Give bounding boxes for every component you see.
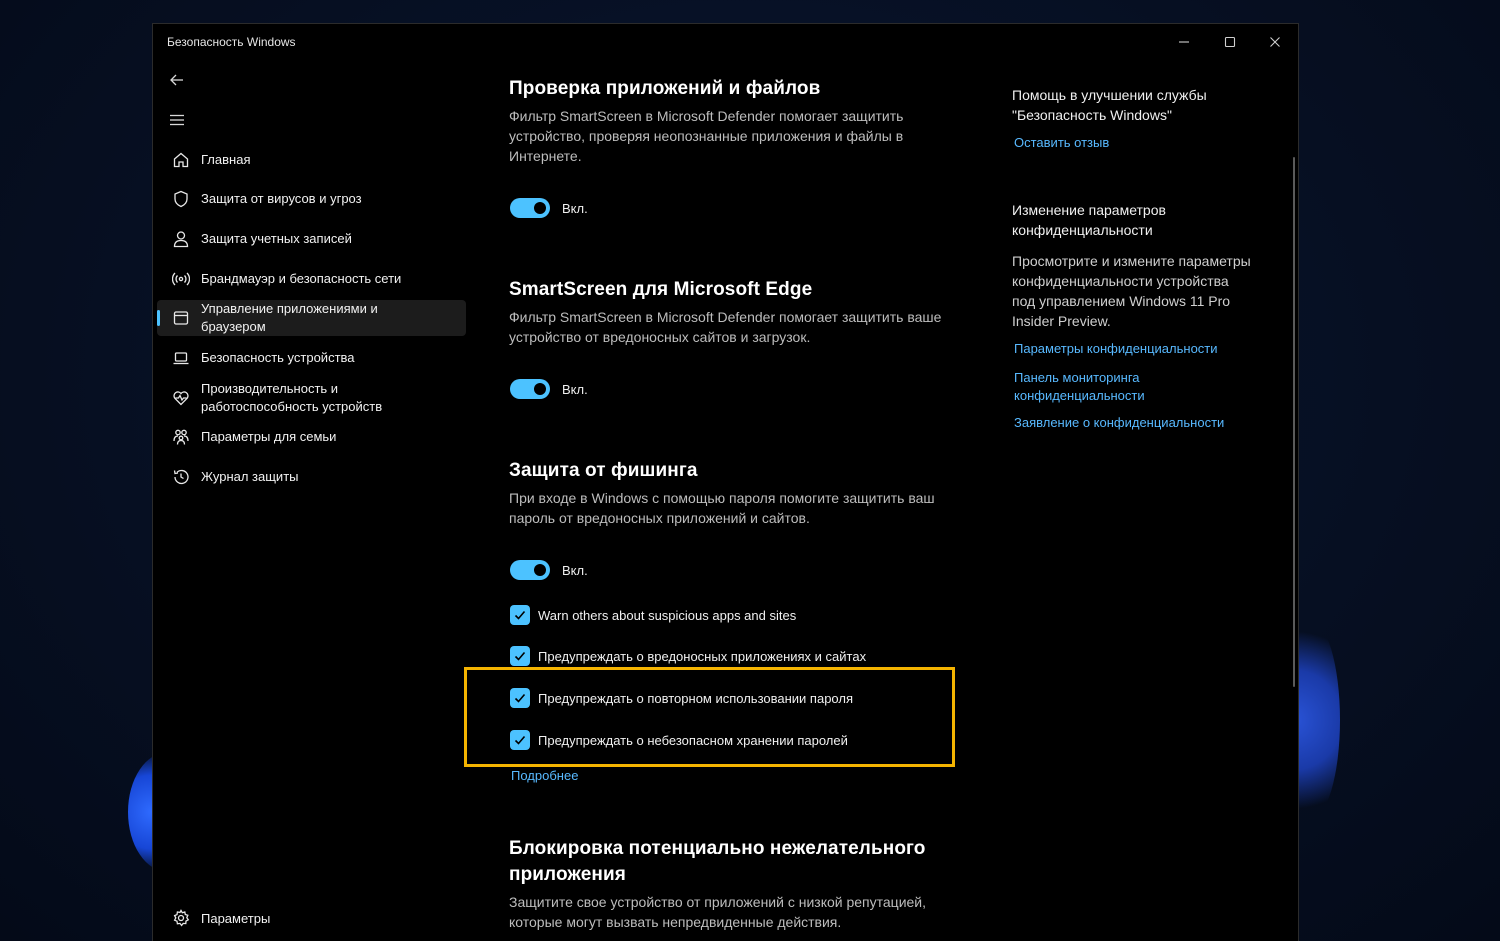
sidebar-item-protection-history[interactable] xyxy=(157,465,466,489)
sidebar-item-label: Брандмауэр и безопасность сети xyxy=(201,271,402,286)
sidebar-item-home[interactable] xyxy=(157,148,466,172)
hamburger-menu-button[interactable] xyxy=(163,106,191,134)
section-title: Защита от фишинга xyxy=(509,460,698,481)
toggle-knob xyxy=(534,202,546,214)
sidebar-item-label: Управление приложениями и браузером xyxy=(201,301,378,334)
sidebar-item-label: Производительность и работоспособность устройств xyxy=(201,381,383,414)
sidebar-item-app-browser-control[interactable] xyxy=(157,300,466,336)
checkbox-label: Предупреждать о повторном использовании пароля xyxy=(538,690,854,706)
checkbox[interactable] xyxy=(510,646,530,666)
sidebar-item-device-security[interactable] xyxy=(157,346,466,370)
hamburger-icon xyxy=(169,112,185,128)
sidebar-item-label: Параметры для семьи xyxy=(201,429,337,444)
section-smartscreen-edge xyxy=(509,277,979,347)
privacy-dashboard-link[interactable]: Панель мониторинга конфиденциальности xyxy=(1014,370,1145,403)
toggle-label: Вкл. xyxy=(562,562,588,578)
toggle-label: Вкл. xyxy=(562,200,588,216)
checkmark-icon xyxy=(514,650,526,662)
wireless-icon xyxy=(161,270,201,288)
toggle-label: Вкл. xyxy=(562,381,588,397)
edge-toggle[interactable] xyxy=(510,379,550,399)
checkbox-label: Предупреждать о небезопасном хранении паролей xyxy=(538,732,848,748)
minimize-button[interactable] xyxy=(1161,28,1207,56)
heart-pulse-icon xyxy=(161,389,201,407)
edge-toggle-row xyxy=(510,379,588,399)
back-button[interactable] xyxy=(163,66,191,94)
close-button[interactable] xyxy=(1252,28,1298,56)
privacy-settings-link[interactable]: Параметры конфиденциальности xyxy=(1014,341,1218,356)
sidebar-item-device-performance[interactable] xyxy=(157,379,466,417)
section-app-check xyxy=(509,76,979,166)
window-title: Безопасность Windows xyxy=(167,35,296,49)
home-icon xyxy=(161,151,201,169)
checkbox[interactable] xyxy=(510,605,530,625)
section-description: Фильтр SmartScreen в Microsoft Defender помогает защитить ваше устройство от вредоносных сайтов и загрузок. xyxy=(509,309,942,345)
person-icon xyxy=(161,230,201,248)
shield-icon xyxy=(161,190,201,208)
highlight-frame xyxy=(464,667,955,767)
checkbox-label: Warn others about suspicious apps and sites xyxy=(538,607,797,623)
feedback-panel xyxy=(1012,85,1252,152)
sidebar-item-label: Защита учетных записей xyxy=(201,231,352,246)
history-icon xyxy=(161,468,201,486)
checkbox-warn-others[interactable] xyxy=(510,605,796,625)
privacy-panel xyxy=(1012,200,1252,432)
toggle-knob xyxy=(534,564,546,576)
section-description: Фильтр SmartScreen в Microsoft Defender помогает защитить устройство, проверяя неопознанные приложения и файлы в Интернете. xyxy=(509,108,904,164)
family-icon xyxy=(161,428,201,446)
checkmark-icon xyxy=(514,609,526,621)
section-title: Блокировка потенциально нежелательного приложения xyxy=(509,838,926,885)
section-description: Защитите свое устройство от приложений с низкой репутацией, которые могут вызвать непредвиденные действия. xyxy=(509,894,927,930)
sidebar-item-label: Защита от вирусов и угроз xyxy=(201,191,362,206)
sidebar-item-firewall[interactable] xyxy=(157,267,466,291)
section-phishing-protection xyxy=(509,458,979,528)
title-bar xyxy=(153,24,1298,60)
maximize-icon xyxy=(1224,36,1236,48)
app-window xyxy=(152,23,1299,941)
back-arrow-icon xyxy=(169,72,185,88)
feedback-link[interactable]: Оставить отзыв xyxy=(1014,135,1110,150)
sidebar-item-label: Безопасность устройства xyxy=(201,350,355,365)
sidebar-item-label: Параметры xyxy=(201,910,271,926)
privacy-text: Просмотрите и измените параметры конфиденциальности устройства под управлением Windows 11 Pro Insider Preview. xyxy=(1012,253,1251,329)
phishing-toggle[interactable] xyxy=(510,560,550,580)
scrollbar[interactable] xyxy=(1293,157,1295,687)
checkbox-warn-malicious[interactable] xyxy=(510,646,866,666)
privacy-title: Изменение параметров конфиденциальности xyxy=(1012,202,1166,238)
app-check-toggle-row xyxy=(510,198,588,218)
app-browser-icon xyxy=(161,309,201,327)
checkbox-label: Предупреждать о вредоносных приложениях и сайтах xyxy=(538,648,867,664)
section-title: Проверка приложений и файлов xyxy=(509,78,821,99)
app-check-toggle[interactable] xyxy=(510,198,550,218)
close-icon xyxy=(1269,36,1281,48)
sidebar-item-label: Главная xyxy=(201,152,251,167)
section-title: SmartScreen для Microsoft Edge xyxy=(509,279,813,300)
section-pua-blocking xyxy=(509,836,949,932)
sidebar-item-settings[interactable] xyxy=(157,909,466,927)
minimize-icon xyxy=(1178,36,1190,48)
sidebar-item-account-protection[interactable] xyxy=(157,227,466,251)
section-description: При входе в Windows с помощью пароля помогите защитить ваш пароль от вредоносных приложений и сайтов. xyxy=(509,490,935,526)
laptop-icon xyxy=(161,349,201,367)
learn-more-link[interactable]: Подробнее xyxy=(511,768,579,783)
sidebar-item-virus-protection[interactable] xyxy=(157,187,466,211)
gear-icon xyxy=(161,909,201,927)
maximize-button[interactable] xyxy=(1207,28,1253,56)
sidebar-item-label: Журнал защиты xyxy=(201,469,299,484)
privacy-statement-link[interactable]: Заявление о конфиденциальности xyxy=(1014,415,1225,430)
toggle-knob xyxy=(534,383,546,395)
feedback-title: Помощь в улучшении службы "Безопасность Windows" xyxy=(1012,87,1207,123)
sidebar-item-family-options[interactable] xyxy=(157,425,466,449)
phishing-toggle-row xyxy=(510,560,588,580)
